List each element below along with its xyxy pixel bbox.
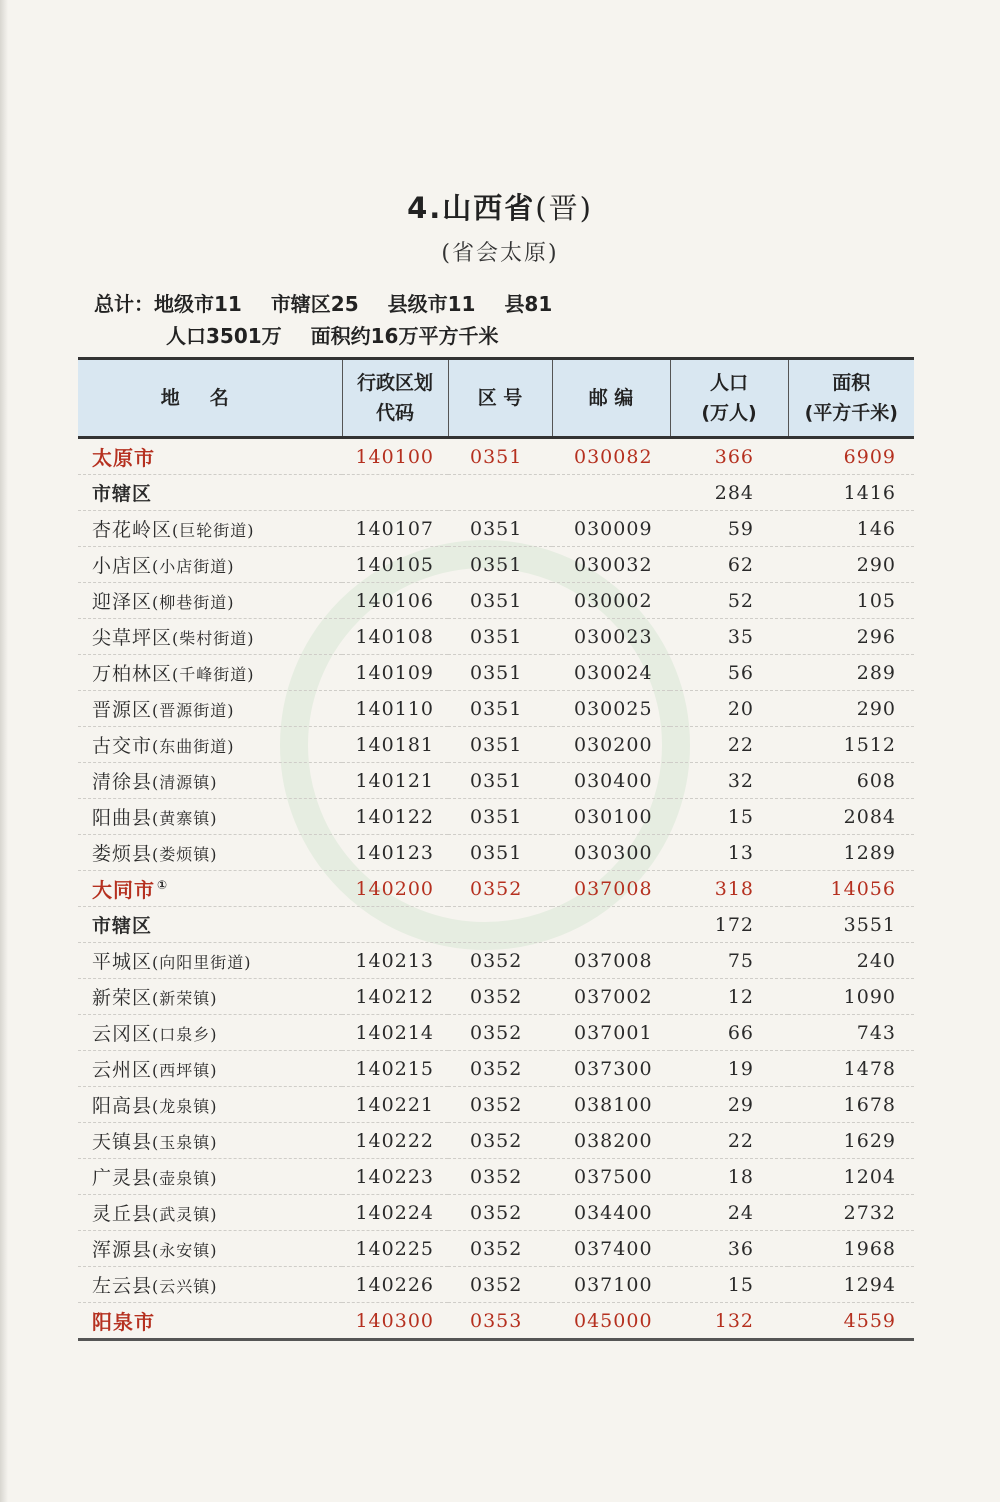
cell-area-code: 0352: [448, 1123, 552, 1159]
cell-area-code: [448, 907, 552, 943]
cell-area-code: 0353: [448, 1303, 552, 1340]
cell-area: 608: [788, 763, 914, 799]
seat-name: (武灵镇): [152, 1205, 218, 1224]
cell-area-code: 0351: [448, 583, 552, 619]
cell-postcode: 038200: [552, 1123, 670, 1159]
summary-line-2: [94, 320, 574, 352]
cell-name: [78, 511, 342, 547]
table-row: [78, 475, 914, 511]
seat-name: (新荣镇): [152, 989, 218, 1008]
cell-name: [78, 1159, 342, 1195]
cell-admin-code: 140121: [342, 763, 448, 799]
cell-postcode: 030200: [552, 727, 670, 763]
cell-population: 22: [670, 727, 788, 763]
table-header-row: [78, 359, 914, 438]
cell-area-code: 0352: [448, 871, 552, 907]
place-name: 阳曲县: [92, 807, 153, 829]
cell-population: 22: [670, 1123, 788, 1159]
header-code: [342, 359, 448, 438]
summary-line-1: [94, 288, 574, 320]
cell-postcode: 030009: [552, 511, 670, 547]
cell-population: 66: [670, 1015, 788, 1051]
cell-admin-code: 140181: [342, 727, 448, 763]
cell-population: 32: [670, 763, 788, 799]
cell-postcode: 037002: [552, 979, 670, 1015]
cell-postcode: 030400: [552, 763, 670, 799]
place-name: 大同市: [92, 878, 155, 902]
seat-name: (壶泉镇): [152, 1169, 218, 1188]
cell-area: 4559: [788, 1303, 914, 1340]
cell-area-code: 0352: [448, 1015, 552, 1051]
place-name: 阳高县: [92, 1095, 153, 1117]
cell-admin-code: 140222: [342, 1123, 448, 1159]
cell-area: 2084: [788, 799, 914, 835]
cell-postcode: 037001: [552, 1015, 670, 1051]
table-row: [78, 583, 914, 619]
seat-name: (西坪镇): [152, 1061, 218, 1080]
table-row: [78, 1159, 914, 1195]
cell-name: [78, 1195, 342, 1231]
cell-postcode: 030032: [552, 547, 670, 583]
table-row: [78, 619, 914, 655]
table-row: [78, 1015, 914, 1051]
cell-population: 59: [670, 511, 788, 547]
cell-area: 1294: [788, 1267, 914, 1303]
cell-population: 284: [670, 475, 788, 511]
cell-area: 1968: [788, 1231, 914, 1267]
cell-area: 1678: [788, 1087, 914, 1123]
table-row: [78, 1087, 914, 1123]
table-row: [78, 1303, 914, 1340]
cell-area: 146: [788, 511, 914, 547]
page-title: [0, 186, 1000, 227]
place-name: 市辖区: [92, 483, 153, 505]
cell-name: [78, 619, 342, 655]
cell-admin-code: 140105: [342, 547, 448, 583]
cell-name: [78, 691, 342, 727]
cell-area-code: 0352: [448, 1195, 552, 1231]
table-row: [78, 1195, 914, 1231]
cell-postcode: 045000: [552, 1303, 670, 1340]
cell-admin-code: 140212: [342, 979, 448, 1015]
summary-county-cities: 县级市11: [387, 292, 476, 316]
cell-postcode: 030025: [552, 691, 670, 727]
table-row: [78, 799, 914, 835]
place-name: 小店区: [92, 555, 153, 577]
cell-area-code: 0351: [448, 619, 552, 655]
seat-name: (龙泉镇): [152, 1097, 218, 1116]
cell-name: [78, 763, 342, 799]
cell-area-code: 0351: [448, 727, 552, 763]
cell-postcode: 030100: [552, 799, 670, 835]
seat-name: (永安镇): [152, 1241, 218, 1260]
header-code-line1: 行政区划: [356, 372, 433, 394]
cell-name: [78, 1051, 342, 1087]
cell-admin-code: 140221: [342, 1087, 448, 1123]
cell-name: [78, 655, 342, 691]
cell-area: 14056: [788, 871, 914, 907]
cell-admin-code: 140226: [342, 1267, 448, 1303]
cell-name: [78, 835, 342, 871]
cell-area: 290: [788, 691, 914, 727]
place-name: 浑源县: [92, 1239, 153, 1261]
place-name: 万柏林区: [92, 663, 173, 685]
cell-population: 62: [670, 547, 788, 583]
cell-name: [78, 871, 342, 907]
cell-population: 24: [670, 1195, 788, 1231]
page-subtitle: (省会太原): [441, 241, 559, 266]
cell-area: 1512: [788, 727, 914, 763]
cell-admin-code: [342, 907, 448, 943]
cell-name: [78, 799, 342, 835]
summary-total-prefecture: 总计：地级市11: [94, 292, 242, 316]
seat-name: (东曲街道): [152, 737, 235, 756]
table-row: [78, 943, 914, 979]
page-title-main: 4.山西省: [407, 191, 536, 225]
cell-area-code: 0351: [448, 438, 552, 475]
place-name: 清徐县: [92, 771, 153, 793]
table-row: [78, 727, 914, 763]
place-name: 云冈区: [92, 1023, 153, 1045]
cell-area: 3551: [788, 907, 914, 943]
table-row: [78, 871, 914, 907]
cell-name: [78, 907, 342, 943]
cell-name: [78, 475, 342, 511]
cell-area-code: [448, 475, 552, 511]
cell-admin-code: [342, 475, 448, 511]
cell-population: 18: [670, 1159, 788, 1195]
cell-admin-code: 140107: [342, 511, 448, 547]
cell-area-code: 0351: [448, 655, 552, 691]
table-body: [78, 438, 914, 1340]
cell-area: 1090: [788, 979, 914, 1015]
seat-name: (口泉乡): [152, 1025, 218, 1044]
header-population-line1: 人口: [709, 372, 748, 394]
place-name: 广灵县: [92, 1167, 153, 1189]
cell-admin-code: 140224: [342, 1195, 448, 1231]
cell-population: 15: [670, 799, 788, 835]
cell-admin-code: 140110: [342, 691, 448, 727]
seat-name: (清源镇): [152, 773, 218, 792]
place-name: 杏花岭区: [92, 519, 173, 541]
summary-counties: 县81: [504, 292, 553, 316]
cell-area: 240: [788, 943, 914, 979]
place-name: 阳泉市: [92, 1310, 155, 1334]
cell-area: 2732: [788, 1195, 914, 1231]
cell-population: 75: [670, 943, 788, 979]
cell-postcode: 038100: [552, 1087, 670, 1123]
cell-area-code: 0351: [448, 763, 552, 799]
cell-postcode: 030002: [552, 583, 670, 619]
table-row: [78, 1051, 914, 1087]
header-area-line2: (平方千米): [804, 402, 898, 424]
cell-population: 52: [670, 583, 788, 619]
seat-name: (娄烦镇): [152, 845, 218, 864]
seat-name: (玉泉镇): [152, 1133, 218, 1152]
place-name: 灵丘县: [92, 1203, 153, 1225]
cell-admin-code: 140223: [342, 1159, 448, 1195]
cell-postcode: 037008: [552, 943, 670, 979]
table-row: [78, 547, 914, 583]
table-row: [78, 1267, 914, 1303]
place-name: 新荣区: [92, 987, 153, 1009]
cell-area: 296: [788, 619, 914, 655]
cell-postcode: 037100: [552, 1267, 670, 1303]
cell-admin-code: 140123: [342, 835, 448, 871]
cell-area: 289: [788, 655, 914, 691]
cell-postcode: 030082: [552, 438, 670, 475]
cell-area: 743: [788, 1015, 914, 1051]
place-name: 市辖区: [92, 915, 153, 937]
cell-admin-code: 140100: [342, 438, 448, 475]
table-row: [78, 835, 914, 871]
cell-population: 20: [670, 691, 788, 727]
seat-name: (云兴镇): [152, 1277, 218, 1296]
cell-admin-code: 140213: [342, 943, 448, 979]
place-name: 左云县: [92, 1275, 153, 1297]
header-area-line1: 面积: [832, 372, 871, 394]
cell-area: 1289: [788, 835, 914, 871]
cell-admin-code: 140215: [342, 1051, 448, 1087]
cell-admin-code: 140214: [342, 1015, 448, 1051]
header-postcode: 邮 编: [552, 359, 670, 438]
cell-admin-code: 140106: [342, 583, 448, 619]
cell-postcode: 037008: [552, 871, 670, 907]
cell-area: 290: [788, 547, 914, 583]
cell-postcode: [552, 475, 670, 511]
cell-population: 29: [670, 1087, 788, 1123]
cell-area-code: 0351: [448, 799, 552, 835]
cell-population: 12: [670, 979, 788, 1015]
cell-population: 19: [670, 1051, 788, 1087]
table-row: [78, 511, 914, 547]
cell-area-code: 0351: [448, 835, 552, 871]
cell-area-code: 0352: [448, 1051, 552, 1087]
seat-name: (小店街道): [152, 557, 235, 576]
cell-name: [78, 1015, 342, 1051]
summary: [94, 288, 574, 352]
cell-area: 1416: [788, 475, 914, 511]
table-row: [78, 907, 914, 943]
cell-admin-code: 140122: [342, 799, 448, 835]
cell-area-code: 0351: [448, 511, 552, 547]
seat-name: (千峰街道): [172, 665, 255, 684]
table-row: [78, 691, 914, 727]
place-name: 古交市: [92, 735, 153, 757]
cell-population: 172: [670, 907, 788, 943]
footnote-mark: ①: [157, 878, 169, 893]
place-name: 天镇县: [92, 1131, 153, 1153]
table-row: [78, 763, 914, 799]
cell-name: [78, 547, 342, 583]
cell-postcode: 034400: [552, 1195, 670, 1231]
cell-area-code: 0351: [448, 547, 552, 583]
header-code-line2: 代码: [375, 402, 414, 424]
summary-districts: 市辖区25: [270, 292, 359, 316]
cell-name: [78, 1303, 342, 1340]
cell-population: 132: [670, 1303, 788, 1340]
cell-name: [78, 1123, 342, 1159]
cell-area-code: 0351: [448, 691, 552, 727]
cell-area-code: 0352: [448, 1087, 552, 1123]
header-area: [788, 359, 914, 438]
cell-population: 318: [670, 871, 788, 907]
header-area-code: 区 号: [448, 359, 552, 438]
cell-population: 13: [670, 835, 788, 871]
cell-postcode: 037400: [552, 1231, 670, 1267]
place-name: 尖草坪区: [92, 627, 173, 649]
cell-area-code: 0352: [448, 943, 552, 979]
cell-population: 56: [670, 655, 788, 691]
cell-area-code: 0352: [448, 1267, 552, 1303]
cell-population: 366: [670, 438, 788, 475]
seat-name: (柳巷街道): [152, 593, 235, 612]
page-title-abbr: (晋): [535, 191, 593, 225]
cell-admin-code: 140225: [342, 1231, 448, 1267]
seat-name: (晋源街道): [152, 701, 235, 720]
seat-name: (巨轮街道): [172, 521, 255, 540]
cell-postcode: [552, 907, 670, 943]
summary-area: 面积约16万平方千米: [310, 324, 499, 348]
cell-name: [78, 979, 342, 1015]
cell-postcode: 030024: [552, 655, 670, 691]
cell-admin-code: 140300: [342, 1303, 448, 1340]
cell-population: 15: [670, 1267, 788, 1303]
cell-area: 1478: [788, 1051, 914, 1087]
table-row: [78, 1231, 914, 1267]
cell-area-code: 0352: [448, 979, 552, 1015]
table-row: [78, 979, 914, 1015]
seat-name: (向阳里街道): [152, 953, 252, 972]
header-population: [670, 359, 788, 438]
seat-name: (柴村街道): [172, 629, 255, 648]
place-name: 太原市: [92, 446, 155, 470]
cell-postcode: 037300: [552, 1051, 670, 1087]
cell-area-code: 0352: [448, 1231, 552, 1267]
table-row: [78, 1123, 914, 1159]
cell-name: [78, 1267, 342, 1303]
header-population-line2: (万人): [701, 402, 757, 424]
seat-name: (黄寨镇): [152, 809, 218, 828]
cell-area: 1629: [788, 1123, 914, 1159]
place-name: 娄烦县: [92, 843, 153, 865]
place-name: 平城区: [92, 951, 153, 973]
cell-name: [78, 727, 342, 763]
cell-postcode: 037500: [552, 1159, 670, 1195]
table-row: [78, 438, 914, 475]
cell-admin-code: 140200: [342, 871, 448, 907]
place-name: 晋源区: [92, 699, 153, 721]
cell-admin-code: 140109: [342, 655, 448, 691]
cell-population: 35: [670, 619, 788, 655]
cell-name: [78, 1231, 342, 1267]
cell-postcode: 030300: [552, 835, 670, 871]
cell-area-code: 0352: [448, 1159, 552, 1195]
cell-name: [78, 943, 342, 979]
place-name: 云州区: [92, 1059, 153, 1081]
table-row: [78, 655, 914, 691]
place-name: 迎泽区: [92, 591, 153, 613]
summary-population: 人口3501万: [166, 324, 282, 348]
cell-area: 1204: [788, 1159, 914, 1195]
cell-name: [78, 1087, 342, 1123]
cell-admin-code: 140108: [342, 619, 448, 655]
header-name: 地名: [78, 359, 342, 438]
cell-postcode: 030023: [552, 619, 670, 655]
cell-area: 105: [788, 583, 914, 619]
admin-table: [78, 357, 914, 1341]
cell-name: [78, 583, 342, 619]
cell-area: 6909: [788, 438, 914, 475]
cell-name: [78, 438, 342, 475]
cell-population: 36: [670, 1231, 788, 1267]
